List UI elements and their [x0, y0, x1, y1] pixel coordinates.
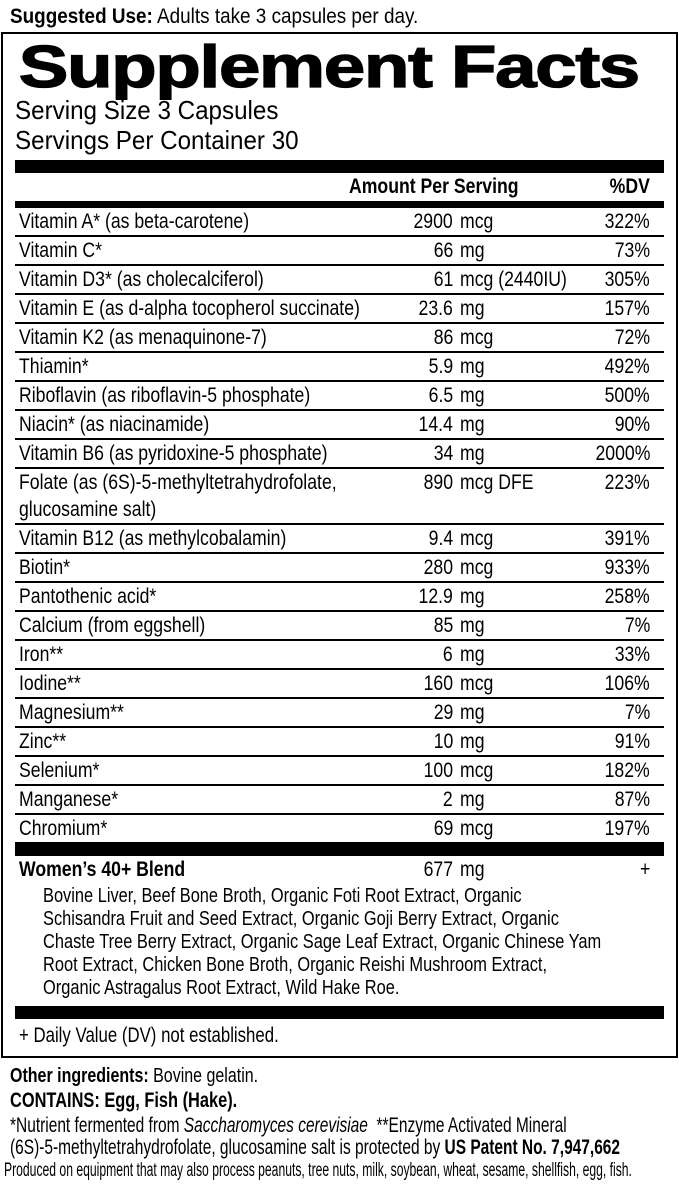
nutrient-name: Vitamin B12 (as methylcobalamin)	[19, 527, 287, 550]
nutrient-unit: mg	[460, 614, 485, 637]
nutrient-row	[15, 353, 664, 382]
contains-statement: CONTAINS: Egg, Fish (Hake).	[10, 1089, 238, 1112]
nutrient-name: Vitamin E (as d-alpha tocopherol succinate)	[19, 297, 360, 320]
nutrient-unit: mg	[460, 442, 485, 465]
nutrient-unit: mcg	[460, 527, 494, 550]
nutrient-row	[15, 757, 664, 786]
nutrient-dv: 258%	[604, 585, 650, 608]
nutrient-name: Vitamin C*	[19, 239, 103, 262]
nutrient-unit: mcg	[460, 759, 494, 782]
nutrient-dv: 7%	[624, 614, 650, 637]
nutrient-dv: 33%	[614, 643, 650, 666]
nutrient-row	[15, 295, 664, 324]
nutrient-unit: mg	[460, 701, 485, 724]
nutrient-row	[15, 641, 664, 670]
nutrient-name: Selenium*	[19, 759, 100, 782]
nutrient-row	[15, 612, 664, 641]
blend-description-line: Bovine Liver, Beef Bone Broth, Organic Foti Root Extract, Organic	[43, 884, 522, 907]
suggested-use-line	[10, 5, 679, 29]
nutrient-name: Vitamin K2 (as menaquinone-7)	[19, 326, 267, 349]
nutrient-name-line2: glucosamine salt)	[19, 498, 157, 521]
nutrient-amount: 6.5	[428, 384, 453, 407]
nutrient-unit: mcg DFE	[460, 471, 534, 494]
nutrient-unit: mg	[460, 585, 485, 608]
nutrient-dv: 182%	[604, 759, 650, 782]
nutrient-dv: 223%	[604, 471, 650, 494]
nutrient-row	[15, 469, 664, 525]
suggested-use-text: Adults take 3 capsules per day.	[157, 5, 419, 28]
nutrient-dv: 305%	[604, 268, 650, 291]
blend-unit: mg	[460, 858, 485, 881]
nutrient-amount: 61	[433, 268, 453, 291]
nutrient-unit: mcg (2440IU)	[460, 268, 567, 291]
nutrient-unit: mg	[460, 384, 485, 407]
nutrient-row	[15, 382, 664, 411]
nutrient-name: Magnesium**	[19, 701, 124, 724]
supplement-facts-panel	[1, 32, 678, 1058]
nutrient-row	[15, 440, 664, 469]
servings-per-container: Servings Per Container 30	[15, 125, 299, 155]
nutrient-amount: 85	[433, 614, 453, 637]
nutrient-name: Vitamin B6 (as pyridoxine-5 phosphate)	[19, 442, 328, 465]
nutrient-amount: 12.9	[418, 585, 453, 608]
nutrient-dv: 2000%	[595, 442, 650, 465]
nutrient-dv: 322%	[604, 210, 650, 233]
divider-thick-bottom	[15, 1006, 664, 1019]
nutrient-amount: 9.4	[428, 527, 453, 550]
blend-description-line: Root Extract, Chicken Bone Broth, Organic Reishi Mushroom Extract,	[43, 953, 548, 976]
nutrient-amount: 10	[433, 730, 453, 753]
fermentation-footnote-line1: *Nutrient fermented from Saccharomyces cerevisiae **Enzyme Activated Mineral	[10, 1113, 567, 1137]
divider-thick-blend	[15, 844, 664, 856]
other-ingredients-label: Other ingredients:	[10, 1065, 149, 1087]
nutrient-row	[15, 554, 664, 583]
allergen-equipment-note: Produced on equipment that may also process peanuts, tree nuts, milk, soybean, wheat, sesame, shellfish, egg, fish.	[4, 1160, 632, 1181]
nutrient-amount: 29	[433, 701, 453, 724]
nutrient-row	[15, 786, 664, 815]
nutrient-row	[15, 815, 664, 844]
nutrient-row	[15, 728, 664, 757]
column-header-dv: %DV	[609, 175, 650, 198]
nutrient-name: Thiamin*	[19, 355, 89, 378]
nutrient-unit: mg	[460, 297, 485, 320]
nutrient-dv: 933%	[604, 556, 650, 579]
nutrient-name: Manganese*	[19, 788, 119, 811]
nutrient-name: Riboflavin (as riboflavin-5 phosphate)	[19, 384, 311, 407]
nutrient-unit: mg	[460, 239, 485, 262]
nutrient-dv: 72%	[614, 326, 650, 349]
nutrient-dv: 73%	[614, 239, 650, 262]
nutrient-amount: 86	[433, 326, 453, 349]
nutrient-row	[15, 670, 664, 699]
nutrient-amount: 2	[443, 788, 453, 811]
nutrient-row	[15, 324, 664, 353]
nutrient-row	[15, 237, 664, 266]
divider-thick-top	[15, 160, 664, 173]
nutrient-unit: mg	[460, 788, 485, 811]
nutrient-unit: mg	[460, 413, 485, 436]
column-header-amount: Amount Per Serving	[349, 175, 519, 198]
nutrient-row	[15, 411, 664, 440]
nutrient-dv: 106%	[604, 672, 650, 695]
nutrient-amount: 160	[423, 672, 453, 695]
nutrient-name: Zinc**	[19, 730, 67, 753]
blend-amount: 677	[423, 858, 453, 881]
nutrient-row	[15, 583, 664, 612]
nutrient-amount: 23.6	[418, 297, 453, 320]
nutrient-name: Calcium (from eggshell)	[19, 614, 206, 637]
other-ingredients-text: Bovine gelatin.	[153, 1065, 259, 1087]
nutrient-unit: mcg	[460, 210, 494, 233]
table-header-row	[15, 173, 664, 201]
blend-name: Women’s 40+ Blend	[19, 858, 186, 881]
nutrient-row	[15, 525, 664, 554]
nutrient-name: Pantothenic acid*	[19, 585, 157, 608]
serving-size: Serving Size 3 Capsules	[15, 95, 279, 125]
label-footer	[4, 1064, 679, 1182]
nutrient-row	[15, 699, 664, 728]
nutrient-unit: mg	[460, 355, 485, 378]
dv-footnote: + Daily Value (DV) not established.	[19, 1024, 279, 1047]
blend-description-line: Organic Astragalus Root Extract, Wild Hake Roe.	[43, 976, 400, 999]
blend-description-line: Chaste Tree Berry Extract, Organic Sage Leaf Extract, Organic Chinese Yam	[43, 930, 602, 953]
nutrient-amount: 69	[433, 817, 453, 840]
nutrient-amount: 14.4	[418, 413, 453, 436]
nutrient-amount: 6	[443, 643, 453, 666]
nutrient-name: Folate (as (6S)-5-methyltetrahydrofolate,	[19, 471, 337, 494]
supplement-label-page	[0, 5, 679, 1182]
nutrient-amount: 280	[423, 556, 453, 579]
nutrient-unit: mcg	[460, 326, 494, 349]
nutrient-name: Niacin* (as niacinamide)	[19, 413, 210, 436]
nutrient-name: Biotin*	[19, 556, 70, 579]
divider-header	[15, 201, 664, 208]
blend-dv: +	[639, 858, 650, 881]
nutrient-unit: mcg	[460, 817, 494, 840]
nutrient-unit: mg	[460, 730, 485, 753]
nutrient-amount: 66	[433, 239, 453, 262]
nutrient-dv: 91%	[614, 730, 650, 753]
nutrient-amount: 100	[423, 759, 453, 782]
nutrient-amount: 2900	[413, 210, 453, 233]
suggested-use-label: Suggested Use:	[10, 5, 153, 28]
nutrient-dv: 492%	[604, 355, 650, 378]
nutrient-unit: mcg	[460, 556, 494, 579]
nutrient-name: Iodine**	[19, 672, 81, 695]
nutrient-name: Iron**	[19, 643, 64, 666]
panel-title: Supplement Facts	[18, 34, 639, 100]
nutrient-dv: 157%	[604, 297, 650, 320]
nutrient-amount: 5.9	[428, 355, 453, 378]
nutrient-rows	[15, 208, 664, 844]
nutrient-dv: 391%	[604, 527, 650, 550]
nutrient-amount: 34	[433, 442, 453, 465]
nutrient-dv: 87%	[614, 788, 650, 811]
nutrient-name: Chromium*	[19, 817, 108, 840]
nutrient-dv: 7%	[624, 701, 650, 724]
nutrient-row	[15, 266, 664, 295]
patent-number: US Patent No. 7,947,662	[444, 1135, 621, 1159]
blend-description-line: Schisandra Fruit and Seed Extract, Organic Goji Berry Extract, Organic	[43, 907, 559, 930]
other-ingredients	[10, 1064, 679, 1088]
nutrient-amount: 890	[423, 471, 453, 494]
nutrient-unit: mcg	[460, 672, 494, 695]
nutrient-dv: 90%	[614, 413, 650, 436]
nutrient-row	[15, 208, 664, 237]
blend-description	[15, 884, 664, 1003]
fermentation-footnote-line2: (6S)-5-methyltetrahydrofolate, glucosamine salt is protected by US Patent No. 7,947,662	[10, 1135, 621, 1159]
nutrient-name: Vitamin D3* (as cholecalciferol)	[19, 268, 264, 291]
species-name: Saccharomyces cerevisiae	[183, 1113, 368, 1137]
nutrient-name: Vitamin A* (as beta-carotene)	[19, 210, 250, 233]
nutrient-dv: 500%	[604, 384, 650, 407]
nutrient-unit: mg	[460, 643, 485, 666]
blend-row	[15, 856, 664, 884]
nutrient-dv: 197%	[604, 817, 650, 840]
